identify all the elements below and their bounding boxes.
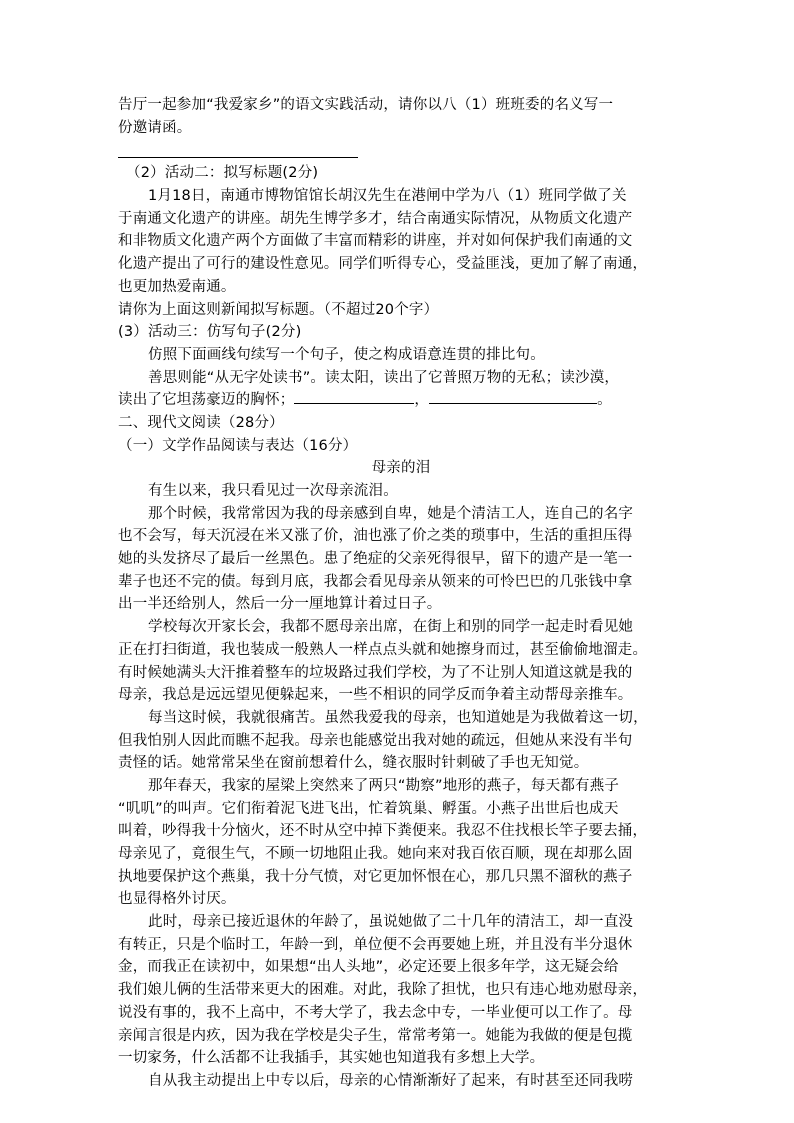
article-line: 有生以来，我只看见过一次母亲流泪。 [148,483,398,499]
example-text: 读出了它坦荡豪迈的胸怀； [118,392,295,409]
reading-section [118,412,684,1093]
article-line: 此时，母亲已接近退休的年龄了，虽说她做了二十几年的清洁工，却一直没 [148,914,634,931]
article-line: 正在打扫街道，我也装成一般熟人一样点点头就和她擦身而过，甚至偷偷地溜走。 [118,641,648,658]
article-line: 也显得格外讨厌。 [118,891,236,908]
news-line: 也更加热爱南通。 [118,278,236,295]
article-line: 执地要保护这个燕巢，我十分气愤，对它更加怀恨在心，那几只黑不溜秋的燕子 [118,868,633,885]
news-line: 和非物质文化遗产两个方面做了丰富而精彩的讲座，并对如何保护我们南通的文 [118,233,633,250]
answer-blank-2[interactable] [429,389,597,404]
article-line: 自从我主动提出上中专以后，母亲的心情渐渐好了起来，有时甚至还同我唠 [148,1072,634,1089]
article-line: 每当这时候，我就很痛苦。虽然我爱我的母亲，也知道她是为我做着这一切， [148,709,648,726]
answer-blank-1[interactable] [294,389,414,404]
text-line: 份邀请函。 [118,119,192,136]
subsection-heading: （一）文学作品阅读与表达（16分） [118,437,358,454]
activity3-example: 善思则能“从无字处读书”。读太阳，读出了它普照万物的无私；读沙漠， [148,369,620,386]
article-line: 有转正，只是个临时工，年龄一到，单位便不会再要她上班，并且没有半分退休 [118,936,633,953]
activity3-instruction: 仿照下面画线句续写一个句子，使之构成语意连贯的排比句。 [148,346,545,363]
example-separator: ， [414,392,430,409]
activity3-heading: (3）活动三：仿写句子(2分) [118,324,302,341]
article-title: 母亲的泪 [371,460,431,477]
news-line: 于南通文化遗产的讲座。胡先生博学多才，结合南通实际情况，从物质文化遗产 [118,210,633,227]
activity2-instruction: 请你为上面这则新闻拟写标题。（不超过20个字） [118,301,439,318]
document-page [118,94,684,1093]
intro-section [118,94,684,139]
article-line: 说没有事的，我不上高中，不考大学了，我去念中专，一毕业便可以工作了。母 [118,1004,633,1021]
article-line: 一切家务，什么活都不让我插手，其实她也知道我有多想上大学。 [118,1050,545,1067]
article-line: 母亲，我总是远远望见便躲起来，一些不相识的同学反而争着主动帮母亲推车。 [118,687,633,704]
article-line: 责怪的话。她常常呆坐在窗前想着什么，缝衣服时针刺破了手也无知觉。 [118,755,589,772]
text-line: 告厅一起参加“我爱家乡”的语文实践活动，请你以八（1）班班委的名义写一 [118,97,614,113]
article-line: 母亲见了，竟很生气，不顾一切地阻止我。她向来对我百依百顺，现在却那么固 [118,846,633,862]
article-line: 那年春天，我家的屋梁上突然来了两只“勘察”地形的燕子，每天都有燕子 [148,777,620,794]
activity3-section [118,321,684,412]
article-line: 出一半还给别人，然后一分一厘地算计着过日子。 [118,596,442,613]
news-line: 化遗产提出了可行的建设性意见。同学们听得专心，受益匪浅，更加了解了南通， [118,256,648,273]
article-line: 有时候她满头大汗推着整车的垃圾路过我们学校，为了不让别人知道这就是我的 [118,664,633,681]
article-line: 亲闻言很是内疚，因为我在学校是尖子生，常常考第一。她能为我做的便是包揽 [118,1027,633,1044]
article-line: 金，而我正在读初中，如果想“出人头地”，必定还要上很多年学，这无疑会给 [118,959,619,976]
article-line: 学校每次开家长会，我都不愿母亲出席，在街上和别的同学一起走时看见她 [148,619,634,636]
article-line: 她的头发挤尽了最后一丝黑色。患了绝症的父亲死得很早，留下的遗产是一笔一 [118,551,633,568]
article-body [118,480,684,1093]
answer-line [118,157,358,158]
article-line: “叽叽”的叫声。它们衔着泥飞进飞出，忙着筑巢、孵蛋。小燕子出世后也成天 [118,800,619,817]
article-line: 叫着，吵得我十分恼火，还不时从空中掉下粪便来。我忍不住找根长竿子要去捅， [118,823,648,840]
activity2-heading: （2）活动二：拟写标题(2分) [126,165,319,182]
news-line: 1月18日，南通市博物馆馆长胡汉先生在港闸中学为八（1）班同学做了关 [148,188,627,205]
article-line: 那个时候，我常常因为我的母亲感到自卑，她是个清洁工人，连自己的名字 [148,505,634,522]
article-line: 我们娘儿俩的生活带来更大的困难。对此，我除了担忧，也只有违心地劝慰母亲， [118,982,648,999]
section-heading: 二、现代文阅读（28分） [118,414,284,431]
article-line: 但我怕别人因此而瞧不起我。母亲也能感觉出我对她的疏远，但她从来没有半句 [118,732,633,749]
activity3-example-continued [118,389,684,412]
article-line: 辈子也还不完的债。每到月底，我都会看见母亲从领来的可怜巴巴的几张钱中拿 [118,573,633,590]
article-line: 也不会写，每天沉浸在米又涨了价，油也涨了价之类的琐事中，生活的重担压得 [118,528,633,545]
activity2-section [118,162,684,321]
example-end: 。 [597,392,612,409]
